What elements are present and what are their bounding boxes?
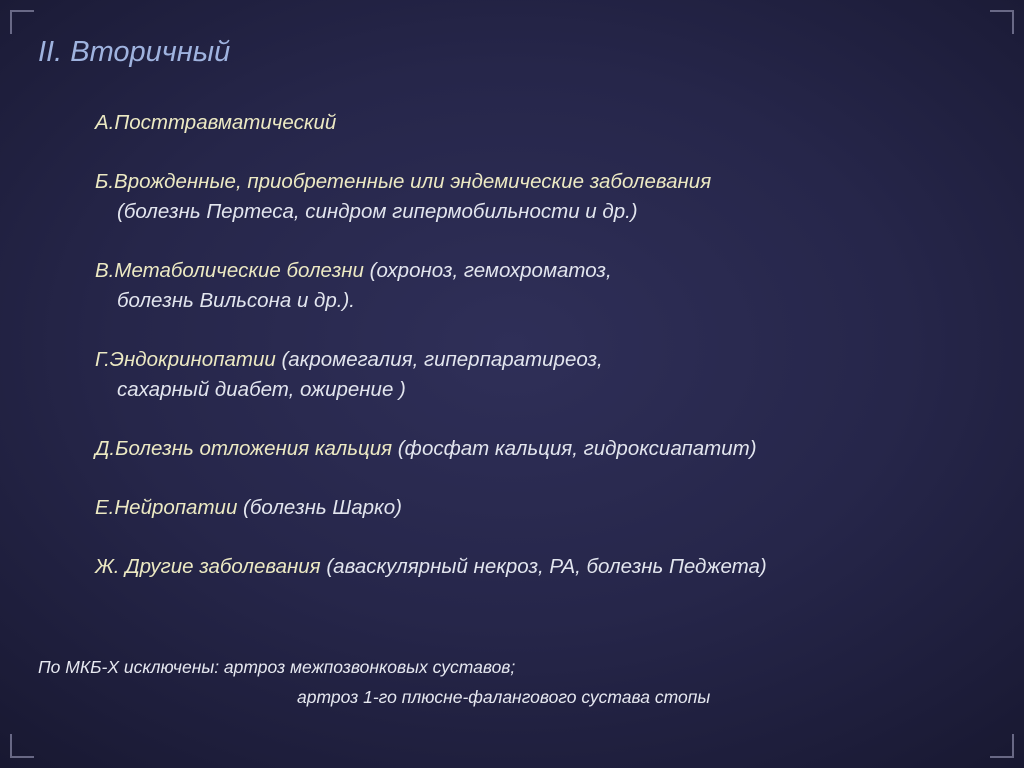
item-label: Ж. Другие заболевания <box>95 555 321 578</box>
item-note: (аваскулярный некроз, РА, болезнь Педжета) <box>320 555 767 578</box>
list-item-g <box>95 345 995 405</box>
item-note: (акромегалия, гиперпаратиреоз, <box>275 348 603 371</box>
item-note: (фосфат кальция, гидроксиапатит) <box>392 437 757 460</box>
corner-bracket-bottom-left <box>10 734 34 758</box>
item-label: Д.Болезнь отложения кальция <box>95 437 393 460</box>
item-continuation: (болезнь Пертеса, синдром гипермобильности и др.) <box>117 200 638 223</box>
item-note: (болезнь Шарко) <box>237 496 402 519</box>
list-item-b <box>95 167 995 227</box>
corner-bracket-top-right <box>990 10 1014 34</box>
item-label: Б.Врожденные, приобретенные или эндемические заболевания <box>95 170 712 193</box>
list-item-v <box>95 256 995 316</box>
item-continuation: болезнь Вильсона и др.). <box>117 289 355 312</box>
item-label: Е.Нейропатии <box>95 496 238 519</box>
footer-line-1: По МКБ-Х исключены: артроз межпозвонковых суставов; <box>38 657 516 677</box>
footer-note <box>38 652 958 712</box>
item-note: (охроноз, гемохроматоз, <box>363 259 612 282</box>
slide-title: II. Вторичный <box>38 36 231 68</box>
corner-bracket-top-left <box>10 10 34 34</box>
item-continuation: сахарный диабет, ожирение ) <box>117 378 406 401</box>
classification-list <box>95 108 995 582</box>
item-label: В.Метаболические болезни <box>95 259 364 282</box>
item-label: А.Посттравматический <box>95 111 337 134</box>
list-item-d <box>95 434 995 464</box>
item-label: Г.Эндокринопатии <box>95 348 276 371</box>
list-item-e <box>95 493 995 523</box>
list-item-a <box>95 108 995 138</box>
corner-bracket-bottom-right <box>990 734 1014 758</box>
list-item-zh <box>95 552 995 582</box>
footer-line-2: артроз 1-го плюсне-фалангового сустава стопы <box>297 687 711 707</box>
